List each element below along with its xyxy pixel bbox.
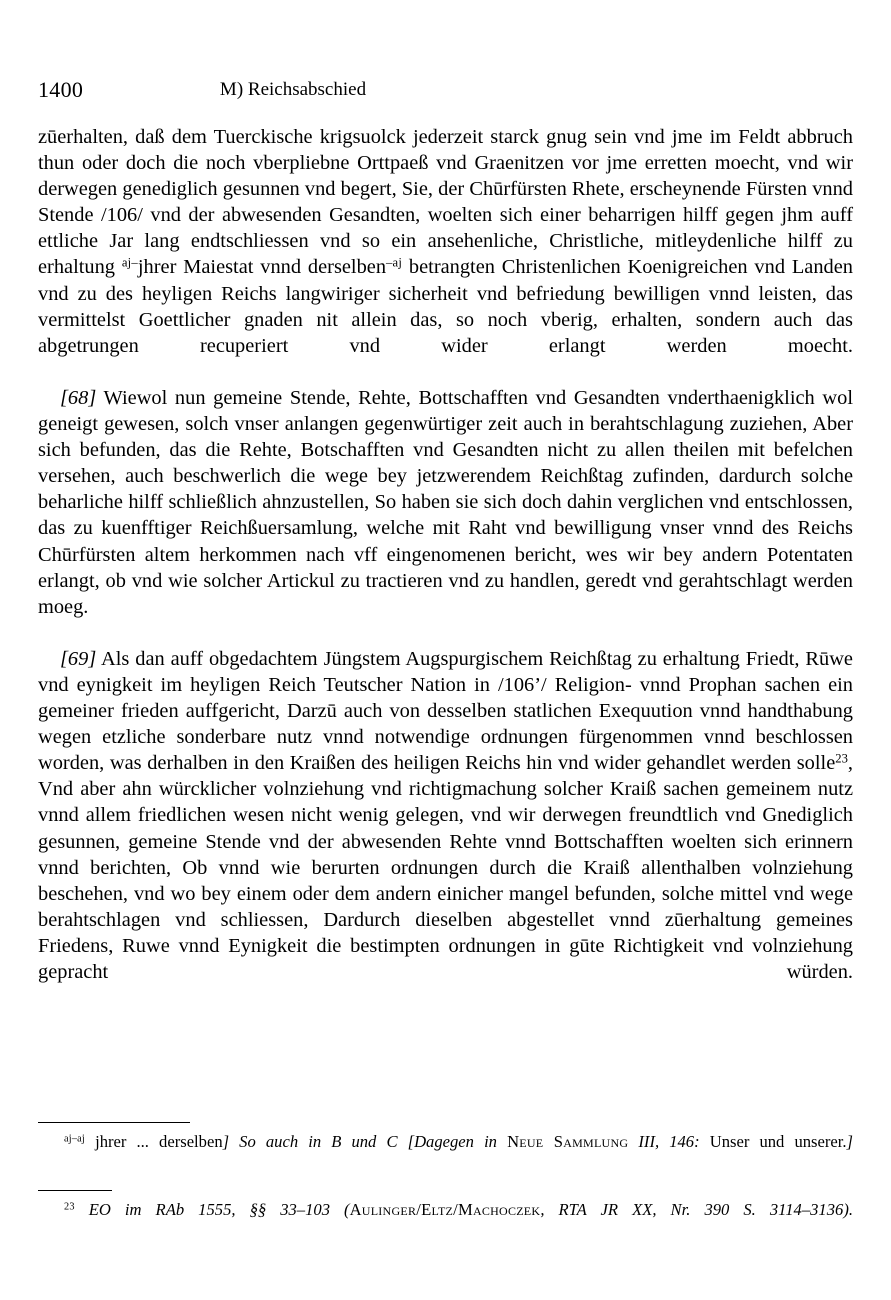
text-run: Unser und unserer. bbox=[699, 1132, 847, 1151]
body-text bbox=[38, 124, 853, 1011]
smallcaps-run: Aulinger/Eltz/Machoczek bbox=[349, 1200, 541, 1219]
smallcaps-run: Neue Sammlung bbox=[507, 1132, 629, 1151]
page-number: 1400 bbox=[38, 77, 84, 102]
footnote-marker: aj–aj bbox=[64, 1133, 85, 1145]
italic-run: [69] bbox=[60, 647, 97, 670]
text-run: jhrer ... derselben bbox=[84, 1132, 223, 1151]
italic-run: ] So auch in B und C [Dagegen in bbox=[222, 1132, 508, 1151]
running-head bbox=[38, 76, 853, 104]
note-aj bbox=[38, 1122, 853, 1176]
text-run: zūerhalten, daß dem Tuerckische krigsuolck jederzeit starck gnug sein vnd jme im Feldt abbruch thun oder doch die noch vberpliebne Orttpaeß vnd Graenitzen vor jme erretten moecht, vnd wir derwegen genediglich gesunnen vnd begert, Sie, der Chūrfürsten Rhete, erscheynende Fürsten vnnd Stende /106/ vnd der abwesenden Gesandten, woelten sich einer beharrigen hilff gegen jhm auff ettliche Jar lang endtschliessen vnd so ein ansehenliche, Christliche, mitleydenliche hilff zu erhaltung bbox=[38, 126, 853, 279]
running-head-title: M) Reichsabschied bbox=[219, 79, 367, 100]
footnote-reference: 23 bbox=[835, 751, 848, 766]
text-run: Als dan auff obgedachtem Jüngstem Augspurgischem Reichßtag zu erhaltung Friedt, Rūwe vnd eynigkeit im heyligen Reich Teutscher Nation in /106’/ Religion- vnnd Prophan sachen ein gemeiner frieden auffgericht, Darzū auch von desselben statlichen Exequution vnnd handthabung wegen etzliche sonderbare nutz vnnd notwendige ordnungen fürgenommen vnnd beschlossen worden, was derhalben in den Kraißen des heiligen Reichs hin vnd wider gehandlet werden solle bbox=[38, 647, 853, 775]
footnote-separator-rule bbox=[38, 1190, 112, 1191]
footnote-separator-rule bbox=[38, 1122, 190, 1123]
italic-run: [68] bbox=[60, 386, 97, 409]
para-68 bbox=[38, 385, 853, 646]
text-run: jhrer Maiestat vnnd derselben bbox=[137, 256, 387, 279]
footnote-text bbox=[38, 1198, 853, 1244]
footnote-apparatus bbox=[38, 1122, 853, 1244]
variant-marker: aj– bbox=[121, 255, 138, 270]
note-23 bbox=[38, 1190, 853, 1244]
variant-marker: –aj bbox=[386, 255, 403, 270]
text-run: Wiewol nun gemeine Stende, Rehte, Bottschafften vnd Gesandten vnderthaenigklich wol geneigt gewesen, solch vnser anlangen gegenwürtiger zeit auch in berahtschlagung zuziehen, Aber sich befunden, das die Rehte, Botschafften vnd Gesandten nicht zu allen theilen mit befelchen versehen, auch beschwerlich die wege bey jetzwerendem Reichßtag zufinden, dardurch solche beharliche hilff schließlich ahnzustellen, So haben sie sich doch dahin verglichen vnd entschlossen, das zu kuenfftiger Reichßuersamlung, welche mit Raht vnd bewilligung vnser vnnd des Reichs Chūrfürsten altem herkommen nach vff eingenomenen bericht, wes wir bey andern Potentaten erlangt, ob vnd wie solcher Artickul zu tractieren vnd zu handlen, geredt vnd gerahtschlagt werden moeg. bbox=[38, 386, 853, 618]
text-run: betrangten Christenlichen Koenigreichen vnd Landen vnd zu des heyligen Reichs langwiriger sicherheit vnd befriedung bewilligen vnnd leisten, das vermittelst Goettlicher gnaden nit allein das, so noch vberig, erhalten, sondern auch das abgetrungen recuperiert vnd wider erlangt werden moecht. bbox=[38, 256, 853, 357]
text-run: , Vnd aber ahn würcklicher volnziehung vnd richtigmachung solcher Kraiß sachen gemeinem nutz vnnd allem friedlichen wesen nicht wenig gelegen, vnd wir derwegen freundtlich vnd Gnediglich gesunnen, gemeine Stende vnd der abwesenden Rehte vnnd Bottschafften woelten sich erinnern vnnd berichten, Ob vnnd wie berurten ordnungen durch die Kraiß allenthalben volnziehung beschehen, vnd wo bey einem oder dem andern einicher mangel befunden, solche mittel vnd wege berahtschlagen vnd schliessen, Dardurch dieselben abgestellet vnnd zūerhaltung gemeines Friedens, Ruwe vnnd Eynigkeit die bestimpten ordnungen in gūte Richtigkeit vnd volnziehung gepracht würden. bbox=[38, 752, 853, 983]
italic-run: , RTA JR XX, Nr. 390 S. 3114–3136). bbox=[540, 1200, 853, 1219]
italic-run: ] bbox=[846, 1132, 853, 1151]
para-69 bbox=[38, 646, 853, 1011]
italic-run: EO im RAb 1555, §§ 33–103 ( bbox=[74, 1200, 350, 1219]
italic-run: III, 146: bbox=[628, 1132, 700, 1151]
para-continued bbox=[38, 124, 853, 385]
footnote-marker: 23 bbox=[64, 1201, 75, 1213]
footnote-text bbox=[38, 1130, 853, 1176]
